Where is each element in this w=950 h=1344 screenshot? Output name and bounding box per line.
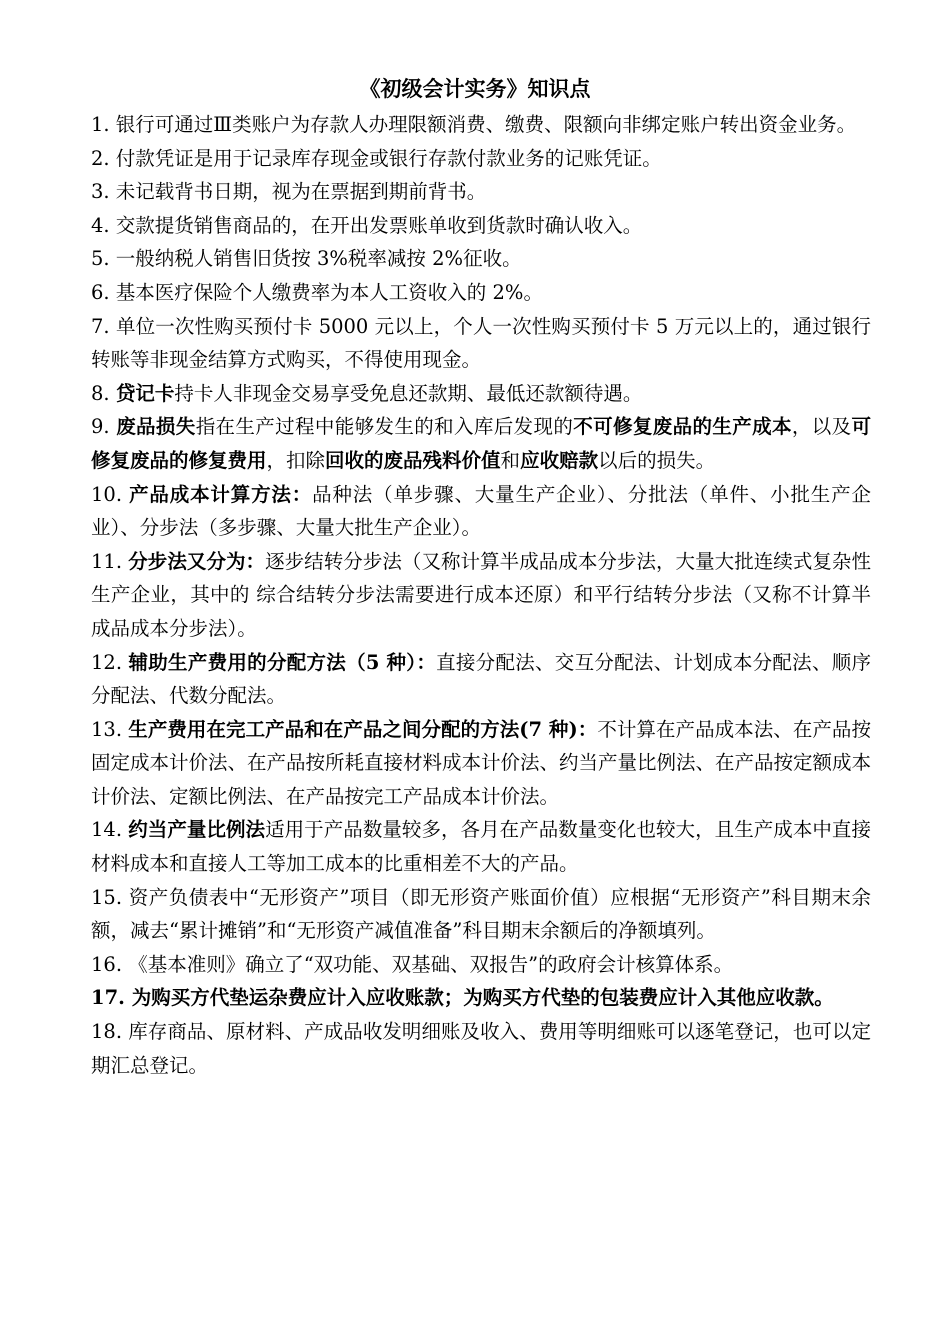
bold-text: 产品成本计算方法：	[129, 482, 313, 506]
page-title: 《初级会计实务》知识点	[359, 76, 591, 101]
knowledge-point-2	[91, 142, 871, 176]
knowledge-point-14	[91, 813, 871, 880]
text-segment: 指在生产过程中能够发生的和入库后发现的	[195, 415, 574, 439]
text-segment: 不计算在产品成本法、在产品按固定成本计价法、在产品按所耗直接材料成本计价法、约当产量比例法、在产品按定额成本计价法、定额比例法、在产品按完工产品成本计价法。	[91, 717, 872, 808]
text-segment: 适用于产品数量较多，各月在产品数量变化也较大，且生产成本中直接材料成本和直接人工等加工成本的比重相差不大的产品。	[91, 818, 871, 876]
knowledge-point-11	[91, 545, 871, 646]
knowledge-point-13	[91, 713, 871, 814]
text-segment: 5. 一般纳税人销售旧货按 3%税率减按 2%征收。	[91, 247, 522, 271]
text-segment: 以后的损失。	[598, 448, 716, 472]
knowledge-point-15	[91, 881, 871, 948]
knowledge-point-6	[91, 276, 871, 310]
bold-text: 可修复废品的修复费用	[91, 415, 871, 472]
text-segment: 16. 《基本准则》确立了“双功能、双基础、双报告”的政府会计核算体系。	[91, 952, 734, 976]
knowledge-point-9	[91, 410, 871, 477]
knowledge-point-1	[91, 108, 871, 142]
knowledge-point-17	[91, 981, 871, 1015]
text-segment: 15. 资产负债表中“无形资产”项目（即无形资产账面价值）应根据“无形资产”科目期末余额，减去“累计摊销”和“无形资产减值准备”科目期末余额后的净额填列。	[91, 885, 871, 943]
text-segment: 9.	[91, 415, 117, 439]
text-segment: 4. 交款提货销售商品的，在开出发票账单收到货款时确认收入。	[91, 213, 643, 237]
knowledge-point-12	[91, 646, 871, 713]
text-segment: 11.	[91, 549, 129, 573]
text-segment: 7. 单位一次性购买预付卡 5000 元以上，个人一次性购买预付卡 5 万元以上的，通过银行转账等非现金结算方式购买，不得使用现金。	[91, 314, 871, 372]
bold-text: 约当产量比例法	[128, 818, 266, 842]
text-segment: ，以及	[791, 415, 852, 439]
text-segment: 12.	[91, 650, 129, 674]
bold-text: 生产费用在完工产品和在产品之间分配的方法(7 种)：	[128, 717, 598, 741]
text-segment: 14.	[91, 818, 129, 842]
knowledge-point-list	[91, 108, 871, 1082]
text-segment: 直接分配法、交互分配法、计划成本分配法、顺序分配法、代数分配法。	[91, 650, 871, 708]
knowledge-point-4	[91, 209, 871, 243]
knowledge-point-5	[91, 242, 871, 276]
knowledge-point-16	[91, 948, 871, 982]
knowledge-point-8	[91, 377, 871, 411]
bold-text: 17. 为购买方代垫运杂费应计入应收账款；为购买方代垫的包装费应计入其他应收款。	[91, 986, 834, 1010]
bold-text: 回收的废品残料价值	[325, 448, 501, 472]
text-segment: 6. 基本医疗保险个人缴费率为本人工资收入的 2%。	[91, 280, 543, 304]
bold-text: 应收赔款	[520, 448, 599, 472]
text-segment: 10.	[91, 482, 130, 506]
knowledge-point-10	[91, 478, 871, 545]
text-segment: 18. 库存商品、原材料、产成品收发明细账及收入、费用等明细账可以逐笔登记，也可以定期汇总登记。	[91, 1020, 871, 1077]
bold-text: 贷记卡	[115, 381, 175, 405]
text-segment: 品种法（单步骤、大量生产企业）、分批法（单件、小批生产企业）、分步法（多步骤、大量大批生产企业）。	[91, 482, 871, 540]
knowledge-point-3	[91, 175, 871, 209]
bold-text: 分步法又分为：	[128, 549, 266, 573]
text-segment: 3. 未记载背书日期，视为在票据到期前背书。	[91, 180, 487, 204]
text-segment: 2. 付款凭证是用于记录库存现金或银行存款付款业务的记账凭证。	[91, 146, 662, 170]
bold-text: 辅助生产费用的分配方法（5 种）：	[128, 650, 437, 674]
bold-text: 废品损失	[116, 415, 196, 439]
text-segment: 1. 银行可通过Ⅲ类账户为存款人办理限额消费、缴费、限额向非绑定账户转出资金业务。	[91, 113, 857, 136]
text-segment: 13.	[91, 717, 129, 741]
text-segment: 逐步结转分步法（又称计算半成品成本分步法，大量大批连续式复杂性生产企业，其中的 综合结转分步法需要进行成本还原）和平行结转分步法（又称不计算半成品成本分步法）。	[91, 549, 871, 640]
text-segment: 持卡人非现金交易享受免息还款期、最低还款额待遇。	[174, 381, 643, 405]
bold-text: 不可修复废品的生产成本	[573, 415, 792, 439]
text-segment: 和	[500, 448, 521, 472]
knowledge-point-7	[91, 310, 871, 377]
text-segment: ，扣除	[266, 448, 326, 472]
knowledge-point-18	[91, 1015, 871, 1082]
text-segment: 8.	[91, 381, 116, 405]
